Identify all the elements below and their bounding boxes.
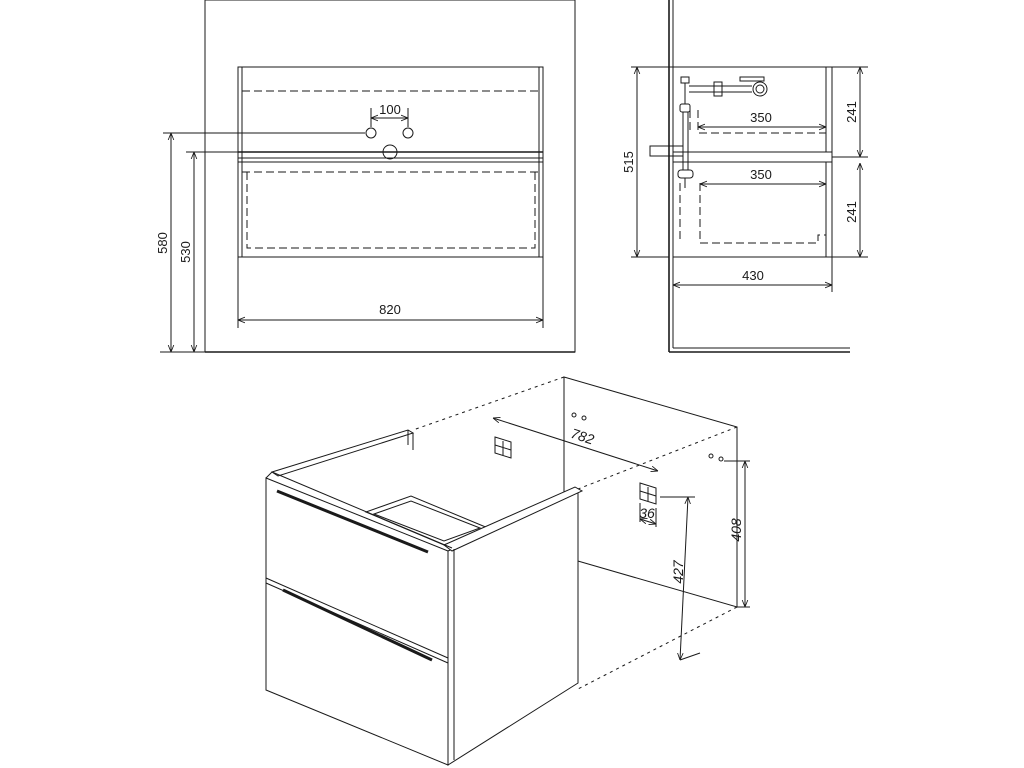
hole-height-dimension: 408 — [728, 518, 744, 542]
iso-cabinet — [266, 430, 582, 765]
side-view — [621, 0, 868, 352]
front-view — [155, 0, 575, 352]
lower-drawer-depth-dimension: 350 — [750, 167, 772, 182]
bracket-height-dimension: 427 — [670, 560, 686, 584]
wall-bracket-left-icon — [495, 437, 511, 458]
side-height-dimension: 515 — [621, 151, 636, 173]
iso-wall-panel — [564, 377, 737, 607]
upper-drawer-depth-dimension: 350 — [750, 110, 772, 125]
lower-drawer-height-dimension: 241 — [844, 201, 859, 223]
iso-view — [266, 377, 750, 765]
height-waste-dimension: 530 — [178, 241, 193, 263]
height-total-dimension: 580 — [155, 232, 170, 254]
side-depth-dimension: 430 — [742, 268, 764, 283]
tap-spacing-dimension: 100 — [379, 102, 401, 117]
bracket-spacing-dimension: 782 — [568, 425, 597, 448]
upper-drawer-height-dimension: 241 — [844, 101, 859, 123]
front-wall — [205, 0, 575, 352]
bracket-width-dimension: 36 — [639, 505, 655, 521]
width-dimension: 820 — [379, 302, 401, 317]
